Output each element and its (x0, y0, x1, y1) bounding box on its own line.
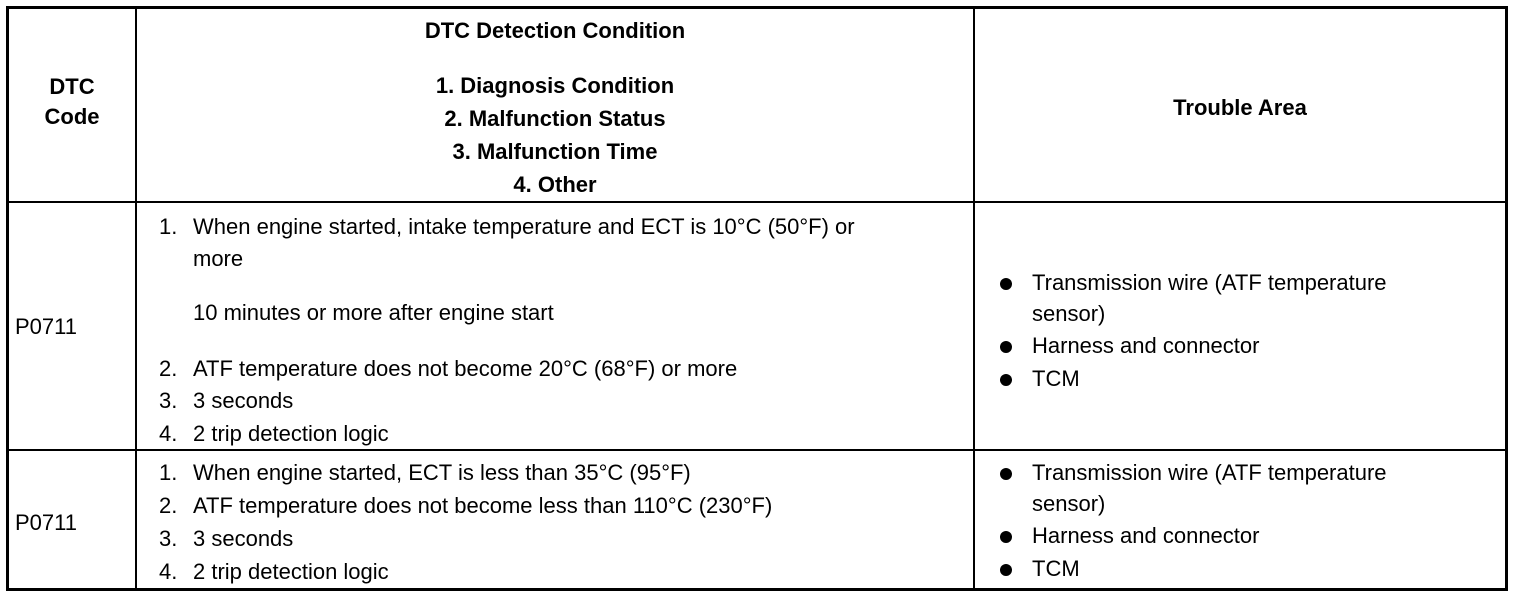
condition-number: 2. (159, 493, 178, 518)
table-row-trouble-area (1000, 203, 1500, 449)
condition-number: 4. (159, 421, 178, 446)
condition-text: 10 minutes or more after engine start (193, 300, 554, 325)
header-detection-item: 2. Malfunction Status (444, 106, 666, 131)
condition-text: 3 seconds (193, 526, 294, 551)
dtc-table (6, 6, 1508, 591)
bullet-icon (1000, 531, 1012, 543)
table-row-dtc-code: P0711 (15, 314, 77, 339)
trouble-item: TCM (1032, 556, 1080, 581)
header-detection-item: 1. Diagnosis Condition (435, 73, 675, 98)
condition-text: 3 seconds (193, 388, 294, 413)
table-row-conditions (159, 203, 959, 449)
condition-text: 2 trip detection logic (193, 559, 389, 584)
table-row-conditions (159, 451, 959, 585)
condition-text: When engine started, intake temperature and ECT is 10°C (50°F) or (193, 214, 855, 239)
header-detection-condition (137, 9, 973, 201)
condition-text: When engine started, ECT is less than 35°C (95°F) (193, 460, 691, 485)
condition-text: ATF temperature does not become less than 110°C (230°F) (193, 493, 773, 518)
bullet-icon (1000, 374, 1012, 386)
condition-number: 1. (159, 214, 178, 239)
trouble-item-continued: sensor) (1032, 491, 1106, 516)
condition-text: ATF temperature does not become 20°C (68°F) or more (193, 356, 738, 381)
condition-number: 3. (159, 388, 178, 413)
table-row-trouble-area (1000, 451, 1500, 585)
bullet-icon (1000, 564, 1012, 576)
bullet-icon (1000, 468, 1012, 480)
trouble-item-continued: sensor) (1032, 301, 1106, 326)
header-trouble-area: Trouble Area (1173, 95, 1307, 120)
condition-text: 2 trip detection logic (193, 421, 389, 446)
trouble-item: Transmission wire (ATF temperature (1032, 460, 1387, 485)
condition-text: more (193, 246, 244, 271)
header-detection-item: 3. Malfunction Time (452, 139, 658, 164)
condition-number: 2. (159, 356, 178, 381)
trouble-item: Transmission wire (ATF temperature (1032, 270, 1387, 295)
header-detection-item: 4. Other (513, 172, 597, 197)
trouble-item: Harness and connector (1032, 333, 1260, 358)
trouble-item: TCM (1032, 366, 1080, 391)
bullet-icon (1000, 341, 1012, 353)
bullet-icon (1000, 278, 1012, 290)
condition-number: 3. (159, 526, 178, 551)
header-dtc-code: DTC Code (44, 74, 100, 129)
condition-number: 1. (159, 460, 178, 485)
table-row-dtc-code: P0711 (15, 510, 77, 535)
trouble-item: Harness and connector (1032, 523, 1260, 548)
condition-number: 4. (159, 559, 178, 584)
header-detection-title: DTC Detection Condition (424, 18, 686, 43)
